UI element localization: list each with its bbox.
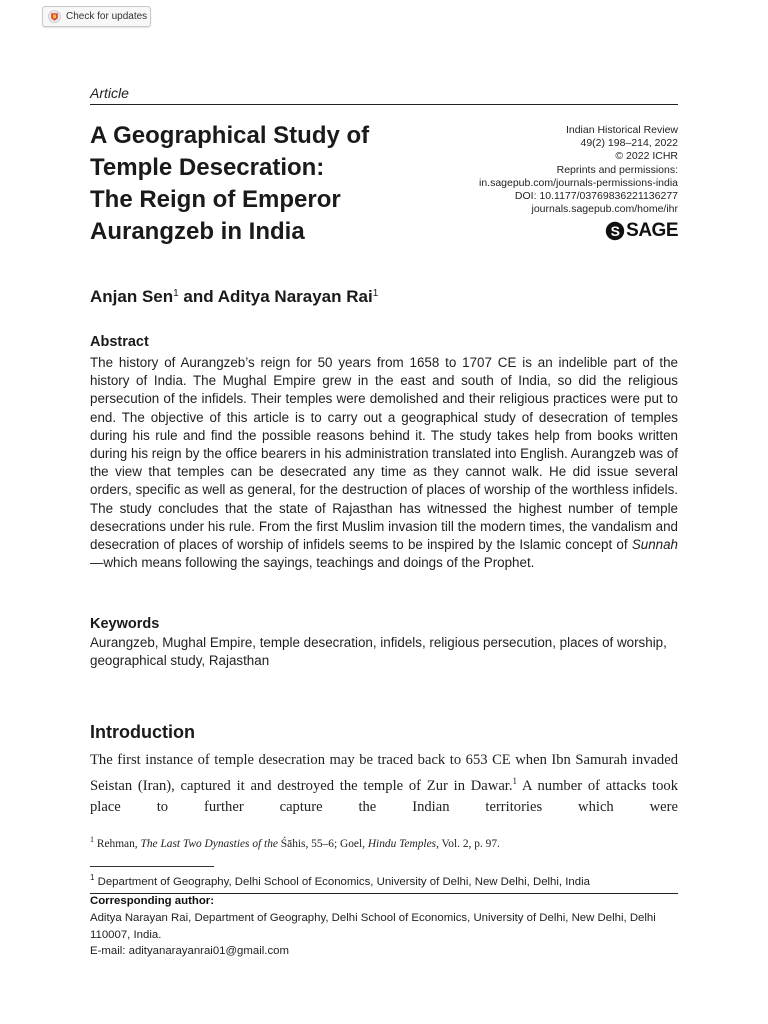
journal-name: Indian Historical Review [565, 124, 678, 136]
svg-text:S: S [610, 223, 620, 239]
author-1-affiliation-mark: 1 [173, 288, 179, 299]
publication-info [479, 124, 678, 216]
affiliation-text: Department of Geography, Delhi School of Economics, University of Delhi, New Delhi, Delhi, India [94, 875, 590, 888]
author-2-affiliation-mark: 1 [372, 288, 379, 299]
sage-logo [605, 220, 678, 242]
footnote-italic-1: The Last Two Dynasties of the [140, 837, 278, 850]
footnote-reference[interactable]: 1 [512, 776, 518, 786]
affiliation-rule [90, 893, 678, 894]
author-conjunction: and [178, 287, 218, 306]
author-list [90, 287, 378, 307]
footnote-italic-2: Hindu Temples [367, 837, 437, 850]
reprints-label: Reprints and permissions: [556, 163, 678, 176]
introduction-text-main: The first instance of temple desecration may be traced back to 653 CE when Ibn Samurah invaded Seistan (Iran), captured it and destroyed the temple of Zur in Dawar. [90, 752, 678, 794]
author-2-name: Aditya Narayan Rai [217, 287, 373, 306]
introduction-text [90, 750, 678, 818]
journal-link[interactable]: journals.sagepub.com/home/ihr [531, 203, 678, 216]
footnote-1 [90, 835, 500, 850]
footnote-text-3: , Vol. 2, p. 97. [436, 837, 500, 850]
abstract-heading: Abstract [90, 334, 149, 350]
affiliation-number: 1 [90, 873, 95, 882]
crossmark-icon [48, 10, 61, 23]
keywords-text: Aurangzeb, Mughal Empire, temple desecration, infidels, religious persecution, places of worship, geographical study, Rajasthan [90, 635, 667, 669]
introduction-heading: Introduction [90, 722, 195, 742]
abstract-text [90, 354, 678, 572]
keywords-heading: Keywords [90, 616, 160, 632]
corresponding-author-address: Aditya Narayan Rai, Department of Geography, Delhi School of Economics, University of Delhi, New Delhi, Delhi 110007, India. [90, 912, 656, 941]
corresponding-author-details [90, 910, 678, 960]
sage-logo-text: SAGE [626, 220, 678, 241]
check-for-updates-button[interactable] [42, 6, 151, 27]
footnote-number: 1 [90, 835, 94, 844]
header-rule [90, 104, 678, 105]
doi-link[interactable]: DOI: 10.1177/03769836221136277 [514, 190, 678, 203]
corresponding-author-heading: Corresponding author: [90, 895, 215, 907]
title-line-3: The Reign of Emperor [90, 186, 341, 213]
copyright: © 2022 ICHR [615, 150, 678, 163]
abstract-text-italic: Sunnah [631, 537, 678, 553]
abstract-text-main: The history of Aurangzeb’s reign for 50 years from 1658 to 1707 CE is an indelible part of the history of India. The Mughal Empire grew in the east and south of India, so did the religious persecution of the infidels. Their temples were demolished and their religious practices were put to end. The objective of this article is to carry out a geographical study of desecration of temples during his rule and find the possible reasons behind it. The study takes help from books written during his reign by the office bearers in his administration translated into English. Aurangzeb was of the view that temples can be desecrated any time as they cannot walk. He did issue several orders, specific as well as general, for the destruction of places of worship of the worthless infidels. The study concludes that the state of Rajasthan has witnessed the highest number of temple desecrations under his rule. From the first Muslim invasion till the modern times, the vandalism and desecration of places of worship of infidels seems to be inspired by the Islamic concept of [90, 355, 678, 553]
footnote-text-2: Śāhis, 55–6; Goel, [277, 837, 368, 850]
corresponding-author-email[interactable]: E-mail: adityanarayanrai01@gmail.com [90, 945, 289, 957]
title-line-4: Aurangzeb in India [90, 218, 305, 245]
reprints-link[interactable]: in.sagepub.com/journals-permissions-india [478, 176, 678, 189]
affiliation [90, 873, 590, 888]
title-line-2: Temple Desecration: [90, 154, 325, 181]
author-1-name: Anjan Sen [90, 287, 174, 306]
introduction-text-continued: A number of attacks took place to further capture the Indian territories which were [90, 777, 678, 815]
article-title [90, 120, 450, 248]
abstract-text-end: —which means following the sayings, teachings and doings of the Prophet. [90, 555, 535, 571]
check-for-updates-label: Check for updates [66, 11, 148, 22]
volume-pages: 49(2) 198–214, 2022 [580, 137, 678, 150]
sage-s-icon [605, 221, 625, 241]
article-type-label: Article [90, 85, 129, 101]
footnote-text-1: Rehman, [94, 837, 141, 850]
title-line-1: A Geographical Study of [90, 122, 370, 149]
footnote-rule [90, 866, 214, 867]
